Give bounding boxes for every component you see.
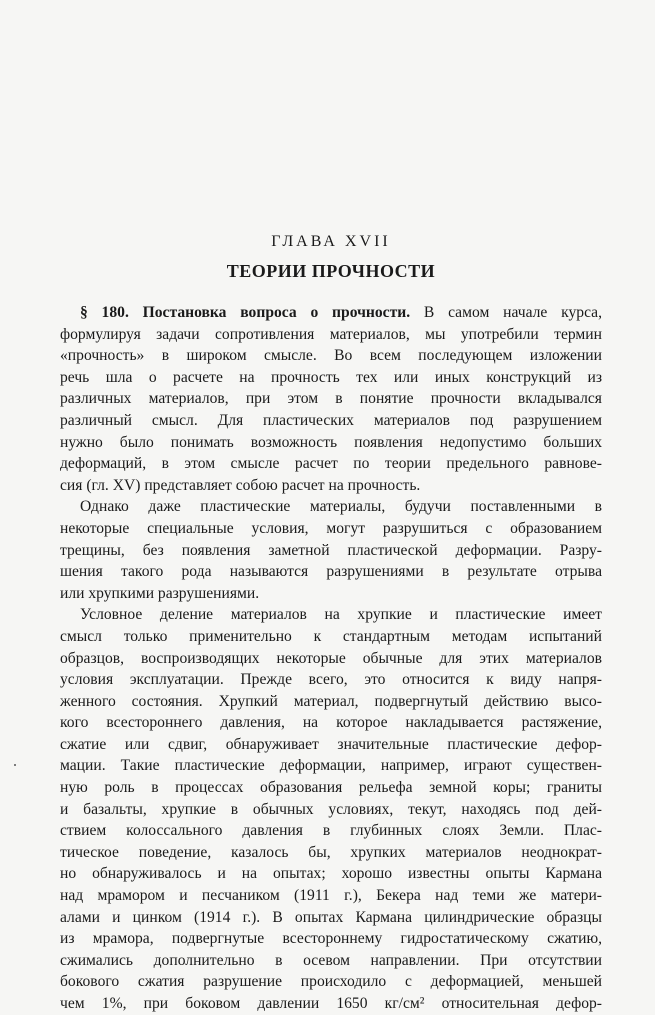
text-line: различный смысл. Для пластических материалов под разрушением — [60, 411, 602, 429]
text-line: но обнаруживалось и на опытах; хорошо известны опыты Кармана — [60, 865, 602, 883]
text-line: «прочность» в широком смысле. Во всем последующем изложении — [60, 347, 602, 365]
text-line: трещины, без появления заметной пластической деформации. Разру- — [60, 541, 602, 559]
text-line: и базальты, хрупкие в обычных условиях, текут, находясь под дей- — [60, 800, 602, 818]
scan-speck — [14, 764, 16, 766]
text-line: алами и цинком (1914 г.). В опытах Кармана цилиндрические образцы — [60, 908, 602, 926]
text-line: образцов, воспроизводящих некоторые обычные для этих материалов — [60, 649, 602, 667]
body-text — [60, 302, 602, 1015]
text-line: Однако даже пластические материалы, будучи поставленными в — [80, 498, 602, 516]
text-line: бокового сжатия разрушение происходило с деформацией, меньшей — [60, 973, 602, 991]
text-line: кого всестороннего давления, на которое накладывается растяжение, — [60, 714, 602, 732]
text-line: сжимались дополнительно в осевом направлении. При отсутствии — [60, 951, 602, 969]
section-title: Постановка вопроса о прочности. — [142, 304, 411, 321]
text-line: или хрупкими разрушениями. — [60, 584, 260, 602]
text-line: ную роль в процессах образования рельефа земной коры; граниты — [60, 779, 602, 797]
text-line: различных материалов, при этом в понятие прочности вкладывался — [60, 390, 602, 408]
text-line: формулируя задачи сопротивления материалов, мы употребили термин — [60, 325, 602, 343]
chapter-label: ГЛАВА XVII — [271, 233, 391, 250]
text-line: женного состояния. Хрупкий материал, подвергнутый действию высо- — [60, 692, 602, 710]
book-page — [60, 0, 602, 1012]
text-line: некоторые специальные условия, могут разрушиться с образованием — [60, 519, 602, 537]
chapter-title: ТЕОРИИ ПРОЧНОСТИ — [226, 261, 436, 281]
text-line: шения такого рода называются разрушениями в результате отрыва — [60, 563, 602, 581]
text-line: тическое поведение, казалось бы, хрупких материалов неоднократ- — [60, 843, 602, 861]
section-heading-line — [60, 302, 602, 324]
text-line: сжатие или сдвиг, обнаруживает значительные пластические дефор- — [60, 735, 602, 753]
text-line: условия эксплуатации. Прежде всего, это относится к виду напря- — [60, 671, 602, 689]
text-line: над мрамором и песчаником (1911 г.), Бекера над теми же матери- — [60, 887, 602, 905]
text-line: речь шла о расчете на прочность тех или иных конструкций из — [60, 368, 602, 386]
text-line: смысл только применительно к стандартным методам испытаний — [60, 627, 602, 645]
text-line: нужно было понимать возможность появления недопустимо больших — [60, 433, 602, 451]
text-line: мации. Такие пластические деформации, например, играют существен- — [60, 757, 602, 775]
text-line: Условное деление материалов на хрупкие и пластические имеет — [80, 606, 602, 624]
text-line: из мрамора, подвергнутые всестороннему гидростатическому сжатию, — [60, 930, 602, 948]
section-lead-text: В самом начале курса, — [410, 304, 602, 321]
text-line: деформаций, в этом смысле расчет по теории предельного равнове- — [60, 455, 602, 473]
text-line: сия (гл. XV) представляет собою расчет на прочность. — [60, 476, 421, 494]
text-line: чем 1%, при боковом давлении 1650 кг/см² относительная дефор- — [60, 995, 602, 1012]
section-number: § 180. — [80, 304, 129, 321]
text-line: ствием колоссального давления в глубинных слоях Земли. Плас- — [60, 822, 602, 840]
